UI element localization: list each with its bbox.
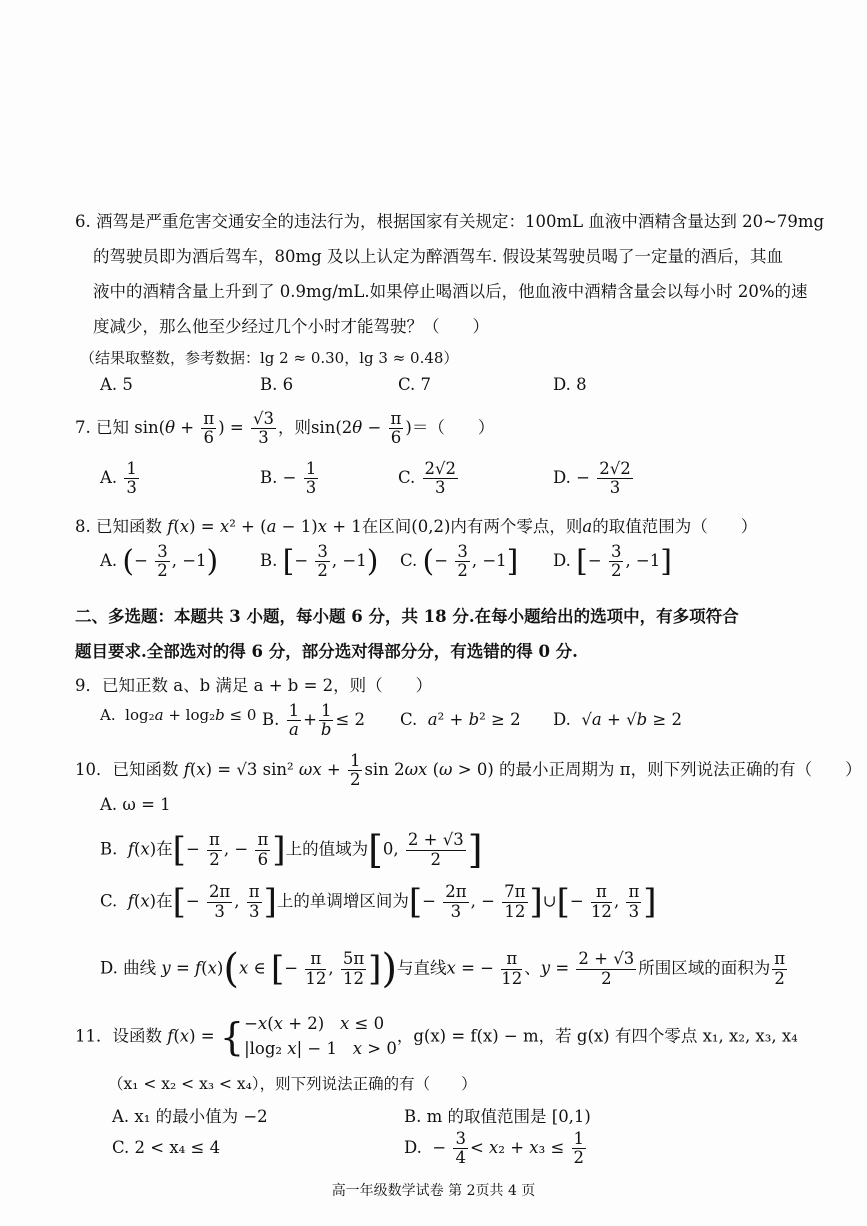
q9-stem: 9．已知正数 a、b 满足 a + b = 2，则（ ） <box>75 676 433 695</box>
q6-option-a: A. 5 <box>100 375 133 394</box>
section2-line-2: 题目要求.全部选对的得 6 分，部分选对得部分分，有选错的得 0 分. <box>75 642 578 661</box>
q8-stem: 8. 已知函数 f(x) = x² + (a − 1)x + 1在区间(0,2)内有两个零点，则a的取值范围为（ ） <box>75 517 758 536</box>
q6-option-b: B. 6 <box>260 375 294 394</box>
q10-option-a: A. ω = 1 <box>100 795 171 814</box>
q7-option-b: B. − $\frac{1}{3}$ <box>260 459 317 498</box>
q7-option-c: C. $\frac{2√2}{3}$ <box>398 459 457 498</box>
q11-option-b: B. m 的取值范围是 [0,1) <box>404 1107 591 1126</box>
q9-option-b: B. $\frac{1}{a}$ + $\frac{1}{b}$ ≤ 2 <box>262 701 366 740</box>
page-footer: 高一年级数学试卷 第 2页共 4 页 <box>331 1183 536 1199</box>
q11-option-a: A. x₁ 的最小值为 −2 <box>112 1107 268 1126</box>
q6-note: （结果取整数，参考数据：lg 2 ≈ 0.30，lg 3 ≈ 0.48） <box>80 349 459 367</box>
q7-option-d: D. − $\frac{2√2}{3}$ <box>553 459 631 498</box>
q8-option-c: C. (− $\frac{3}{2}$ , −1] <box>400 542 519 581</box>
q6-line-3: 液中的酒精含量上升到了 0.9mg/mL.如果停止喝酒以后，他血液中酒精含量会以每小时 20%的速 <box>93 282 808 301</box>
q10-option-c: C. f(x)在[− $\frac{2\pi}{3}$ , $\frac{\pi}{3}$ ]上的单调增区间为[− $\frac{2\pi}{3}$ , − $\frac{7\pi}{12}$ ]∪[− $\frac{\pi}{12}$ , $\frac{\pi}{3}$ ] <box>100 882 657 922</box>
q6-line-1: 6. 酒驾是严重危害交通安全的违法行为，根据国家有关规定：100mL 血液中酒精含量达到 20~79mg <box>75 212 825 231</box>
q8-option-b: B. [− $\frac{3}{2}$ , −1) <box>260 542 379 581</box>
q11-line-2: （x₁ < x₂ < x₃ < x₄），则下列说法正确的有（ ） <box>108 1075 477 1093</box>
q6-line-2: 的驾驶员即为酒后驾车，80mg 及以上认定为醉酒驾车. 假设某驾驶员喝了一定量的酒后，其血 <box>93 247 783 266</box>
q10-option-d: D. 曲线 y = f(x)(x ∈ [− $\frac{\pi}{12}$ , $\frac{5\pi}{12}$ ])与直线x = − $\frac{\pi}{12}$ 、y = $\frac{2 + √3}{2}$ 所围区域的面积为 $\frac{\pi}{2}$ <box>100 946 786 992</box>
q10-stem: 10．已知函数 f(x) = √3 sin² ωx + $\frac{1}{2}$ sin 2ωx (ω > 0) 的最小正周期为 π，则下列说法正确的有（ ） <box>75 751 862 790</box>
q7-stem: 7. 已知 sin(θ + $\frac{\pi}{6}$ ) = $\frac{√3}{3}$ ，则sin(2θ − $\frac{\pi}{6}$ )＝（ ） <box>75 409 495 448</box>
q8-option-a: A. (− $\frac{3}{2}$ , −1) <box>100 542 219 581</box>
q11-option-d: D. − $\frac{3}{4}$ < x₂ + x₃ ≤ $\frac{1}{2}$ <box>404 1129 585 1168</box>
q8-option-d: D. [− $\frac{3}{2}$ , −1] <box>553 542 672 581</box>
q6-option-d: D. 8 <box>553 375 587 394</box>
q9-option-d: D. √a + √b ≥ 2 <box>553 710 682 729</box>
q9-option-a: A. log₂a + log₂b ≤ 0 <box>100 706 257 724</box>
q11-stem: 11．设函数 f(x) = { −x(x + 2) x ≤ 0 |log₂ x| − 1 x > 0 ，g(x) = f(x) − m，若 g(x) 有四个零点 x₁, x₂, x₃, x₄ <box>75 1014 798 1059</box>
q10-option-b: B. f(x)在[− $\frac{\pi}{2}$ , − $\frac{\pi}{6}$ ]上的值域为[0, $\frac{2 + √3}{2}$ ] <box>100 828 483 872</box>
q6-line-4: 度减少，那么他至少经过几个小时才能驾驶？（ ） <box>93 317 489 336</box>
q9-option-c: C. a² + b² ≥ 2 <box>400 710 521 729</box>
q7-option-a: A. $\frac{1}{3}$ <box>100 459 137 498</box>
q11-option-c: C. 2 < x₄ ≤ 4 <box>112 1138 221 1157</box>
q6-option-c: C. 7 <box>398 375 432 394</box>
section2-line-1: 二、多选题：本题共 3 小题，每小题 6 分，共 18 分.在每小题给出的选项中，有多项符合 <box>75 607 739 626</box>
